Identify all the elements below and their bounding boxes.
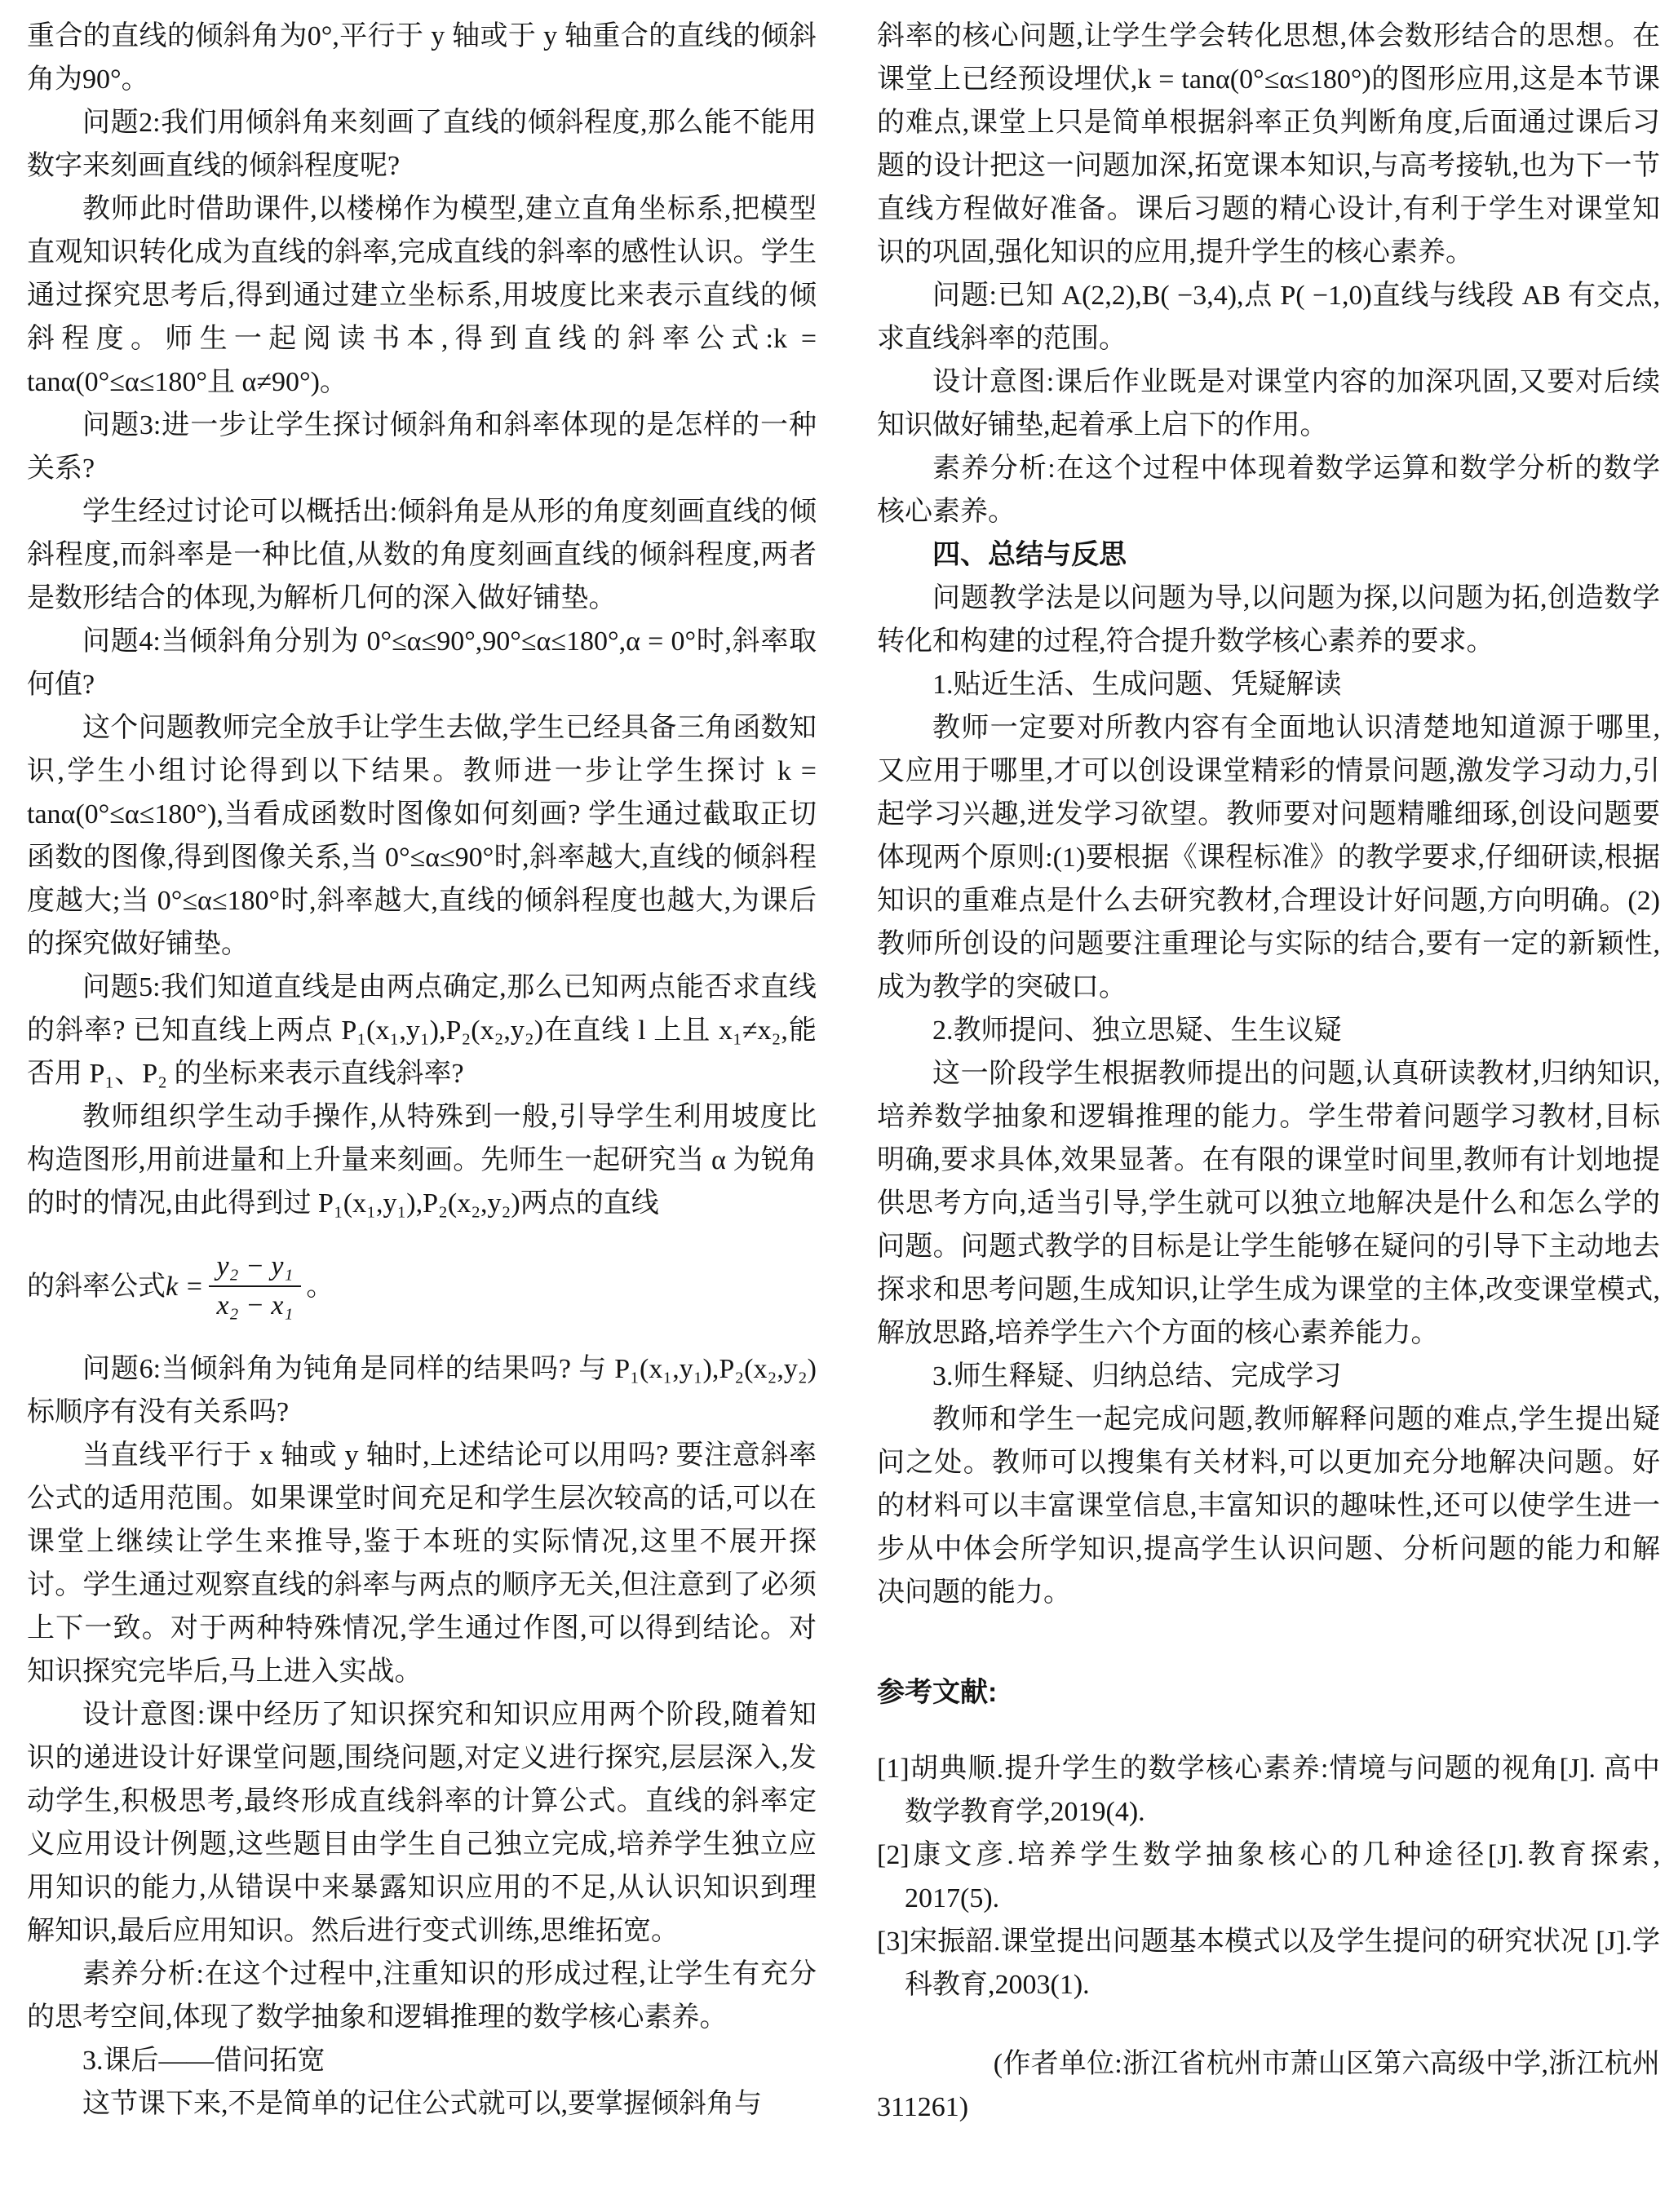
formula-period: 。 [306, 1271, 334, 1302]
subsection-item: 3.师生释疑、归纳总结、完成学习 [932, 1361, 1342, 1391]
paragraph: 教师一定要对所教内容有全面地认识清楚地知道源于哪里,又应用于哪里,才可以创设课堂精彩的情景问题,激发学习动力,引起学习兴趣,迸发学习欲望。教师要对问题精雕细琢,创设问题要体现两个原则:(1)要根据《课程标准》的教学要求,仔细研读,根据知识的重难点是什么去研究教材,合理设计好问题,方向明确。(2)教师所创设的问题要注重理论与实际的结合,要有一定的新颖性,成为教学的突破口。 [877, 713, 1660, 1002]
formula-lead-text: 的斜率公式 [27, 1271, 166, 1302]
left-column [27, 15, 817, 2212]
design-intent-paragraph: 设计意图:课中经历了知识探究和知识应用两个阶段,随着知识的递进设计好课堂问题,围绕问题,对定义进行探究,层层深入,发动学生,积极思考,最终形成直线斜率的计算公式。直线的斜率定义应用设计例题,这些题目由学生自己独立完成,培养学生独立应用知识的能力,从错误中来暴露知识应用的不足,从认识知识到理解知识,最后应用知识。然后进行变式训练,思维拓宽。 [27, 1700, 817, 1946]
question-paragraph: 问题6:当倾斜角为钝角是同样的结果吗? 与 P₁(x₁,y₁),P₂(x₂,y₂)标顺序有没有关系吗? [27, 1354, 817, 1427]
formula-fraction [209, 1250, 302, 1324]
subsection-item: 2.教师提问、独立思疑、生生议疑 [932, 1015, 1342, 1046]
paragraph: 这节课下来,不是简单的记住公式就可以,要掌握倾斜角与 [82, 2089, 762, 2119]
homework-problem-paragraph: 问题:已知 A(2,2),B( −3,4),点 P( −1,0)直线与线段 AB 有交点,求直线斜率的范围。 [877, 281, 1660, 354]
subsection-item: 3.课后——借问拓宽 [82, 2046, 325, 2076]
slope-formula [27, 1225, 817, 1347]
reference-item: [2]康文彦.培养学生数学抽象核心的几种途径[J].教育探索, 2017(5). [877, 1840, 1660, 1913]
question-paragraph: 问题2:我们用倾斜角来刻画了直线的倾斜程度,那么能不能用数字来刻画直线的倾斜程度呢? [27, 108, 817, 181]
paragraph: 这一阶段学生根据教师提出的问题,认真研读教材,归纳知识,培养数学抽象和逻辑推理的能力。学生带着问题学习教材,目标明确,要求具体,效果显著。在有限的课堂时间里,教师有计划地提供思考方向,适当引导,学生就可以独立地解决是什么和怎么学的问题。问题式教学的目标是让学生能够在疑问的引导下主动地去探求和思考问题,生成知识,让学生成为课堂的主体,改变课堂模式,解放思路,培养学生六个方面的核心素养能力。 [877, 1059, 1660, 1348]
literacy-analysis-paragraph: 素养分析:在这个过程中,注重知识的形成过程,让学生有充分的思考空间,体现了数学抽象和逻辑推理的数学核心素养。 [27, 1959, 817, 2033]
paragraph: 当直线平行于 x 轴或 y 轴时,上述结论可以用吗? 要注意斜率公式的适用范围。如果课堂时间充足和学生层次较高的话,可以在课堂上继续让学生来推导,鉴于本班的实际情况,这里不展开探讨。学生通过观察直线的斜率与两点的顺序无关,但注意到了必须上下一致。对于两种特殊情况,学生通过作图,可以得到结论。对知识探究完毕后,马上进入实战。 [27, 1440, 817, 1687]
formula-k-equals: k = [166, 1271, 204, 1302]
question-paragraph: 问题4:当倾斜角分别为 0°≤α≤90°,90°≤α≤180°,α = 0°时,斜率取何值? [27, 626, 817, 700]
author-affiliation-note: (作者单位:浙江省杭州市萧山区第六高级中学,浙江杭州 311261) [877, 2049, 1660, 2122]
subsection-item: 1.贴近生活、生成问题、凭疑解读 [932, 670, 1342, 700]
fraction-numerator: y₂ − y₁ [216, 1250, 294, 1281]
paragraph: 教师和学生一起完成问题,教师解释问题的难点,学生提出疑问之处。教师可以搜集有关材料,可以更加充分地解决问题。好的材料可以丰富课堂信息,丰富知识的趣味性,还可以使学生进一步从中体会所学知识,提高学生认识问题、分析问题的能力和解决问题的能力。 [877, 1405, 1660, 1608]
question-paragraph: 问题3:进一步让学生探讨倾斜角和斜率体现的是怎样的一种关系? [27, 410, 817, 484]
paragraph: 教师此时借助课件,以楼梯作为模型,建立直角坐标系,把模型直观知识转化成为直线的斜率,完成直线的斜率的感性认识。学生通过探究思考后,得到通过建立坐标系,用坡度比来表示直线的倾斜程度。师生一起阅读书本,得到直线的斜率公式:k = tanα(0°≤α≤180°且 α≠90°)。 [27, 194, 817, 397]
paragraph: 问题教学法是以问题为导,以问题为探,以问题为拓,创造数学转化和构建的过程,符合提升数学核心素养的要求。 [877, 583, 1660, 657]
paragraph: 教师组织学生动手操作,从特殊到一般,引导学生利用坡度比构造图形,用前进量和上升量来刻画。先师生一起研究当 α 为锐角的时的情况,由此得到过 P₁(x₁,y₁),P₂(x₂,y₂)两点的直线 [27, 1102, 817, 1219]
right-column [877, 15, 1660, 2212]
design-intent-paragraph: 设计意图:课后作业既是对课堂内容的加深巩固,又要对后续知识做好铺垫,起着承上启下的作用。 [877, 367, 1660, 440]
paragraph: 学生经过讨论可以概括出:倾斜角是从形的角度刻画直线的倾斜程度,而斜率是一种比值,从数的角度刻画直线的倾斜程度,两者是数形结合的体现,为解析几何的深入做好铺垫。 [27, 497, 817, 613]
reference-item: [3]宋振韶.课堂提出问题基本模式以及学生提问的研究状况 [J].学科教育,2003(1). [877, 1927, 1660, 2000]
paragraph: 重合的直线的倾斜角为0°,平行于 y 轴或于 y 轴重合的直线的倾斜角为90°。 [27, 21, 817, 95]
paragraph: 这个问题教师完全放手让学生去做,学生已经具备三角函数知识,学生小组讨论得到以下结果。教师进一步让学生探讨 k = tanα(0°≤α≤180°),当看成函数时图像如何刻画? 学生通过截取正切函数的图像,得到图像关系,当 0°≤α≤90°时,斜率越大,直线的倾斜程度越大;当 0°≤α≤180°时,斜率越大,直线的倾斜程度也越大,为课后的探究做好铺垫。 [27, 713, 817, 959]
question-paragraph: 问题5:我们知道直线是由两点确定,那么已知两点能否求直线的斜率? 已知直线上两点 P₁(x₁,y₁),P₂(x₂,y₂)在直线 l 上且 x₁≠x₂,能否用 P₁、P₂ 的坐标来表示直线斜率? [27, 972, 817, 1089]
section-heading: 四、总结与反思 [932, 539, 1127, 570]
references-heading: 参考文献: [877, 1677, 998, 1708]
literacy-analysis-paragraph: 素养分析:在这个过程中体现着数学运算和数学分析的数学核心素养。 [877, 453, 1660, 527]
reference-item: [1]胡典顺.提升学生的数学核心素养:情境与问题的视角[J]. 高中数学教育学,2019(4). [877, 1754, 1660, 1827]
paragraph: 斜率的核心问题,让学生学会转化思想,体会数形结合的思想。在课堂上已经预设埋伏,k = tanα(0°≤α≤180°)的图形应用,这是本节课的难点,课堂上只是简单根据斜率正负判断角度,后面通过课后习题的设计把这一问题加深,拓宽课本知识,与高考接轨,也为下一节直线方程做好准备。课后习题的精心设计,有利于学生对课堂知识的巩固,强化知识的应用,提升学生的核心素养。 [877, 21, 1660, 268]
fraction-denominator: x₂ − x₁ [209, 1285, 302, 1324]
